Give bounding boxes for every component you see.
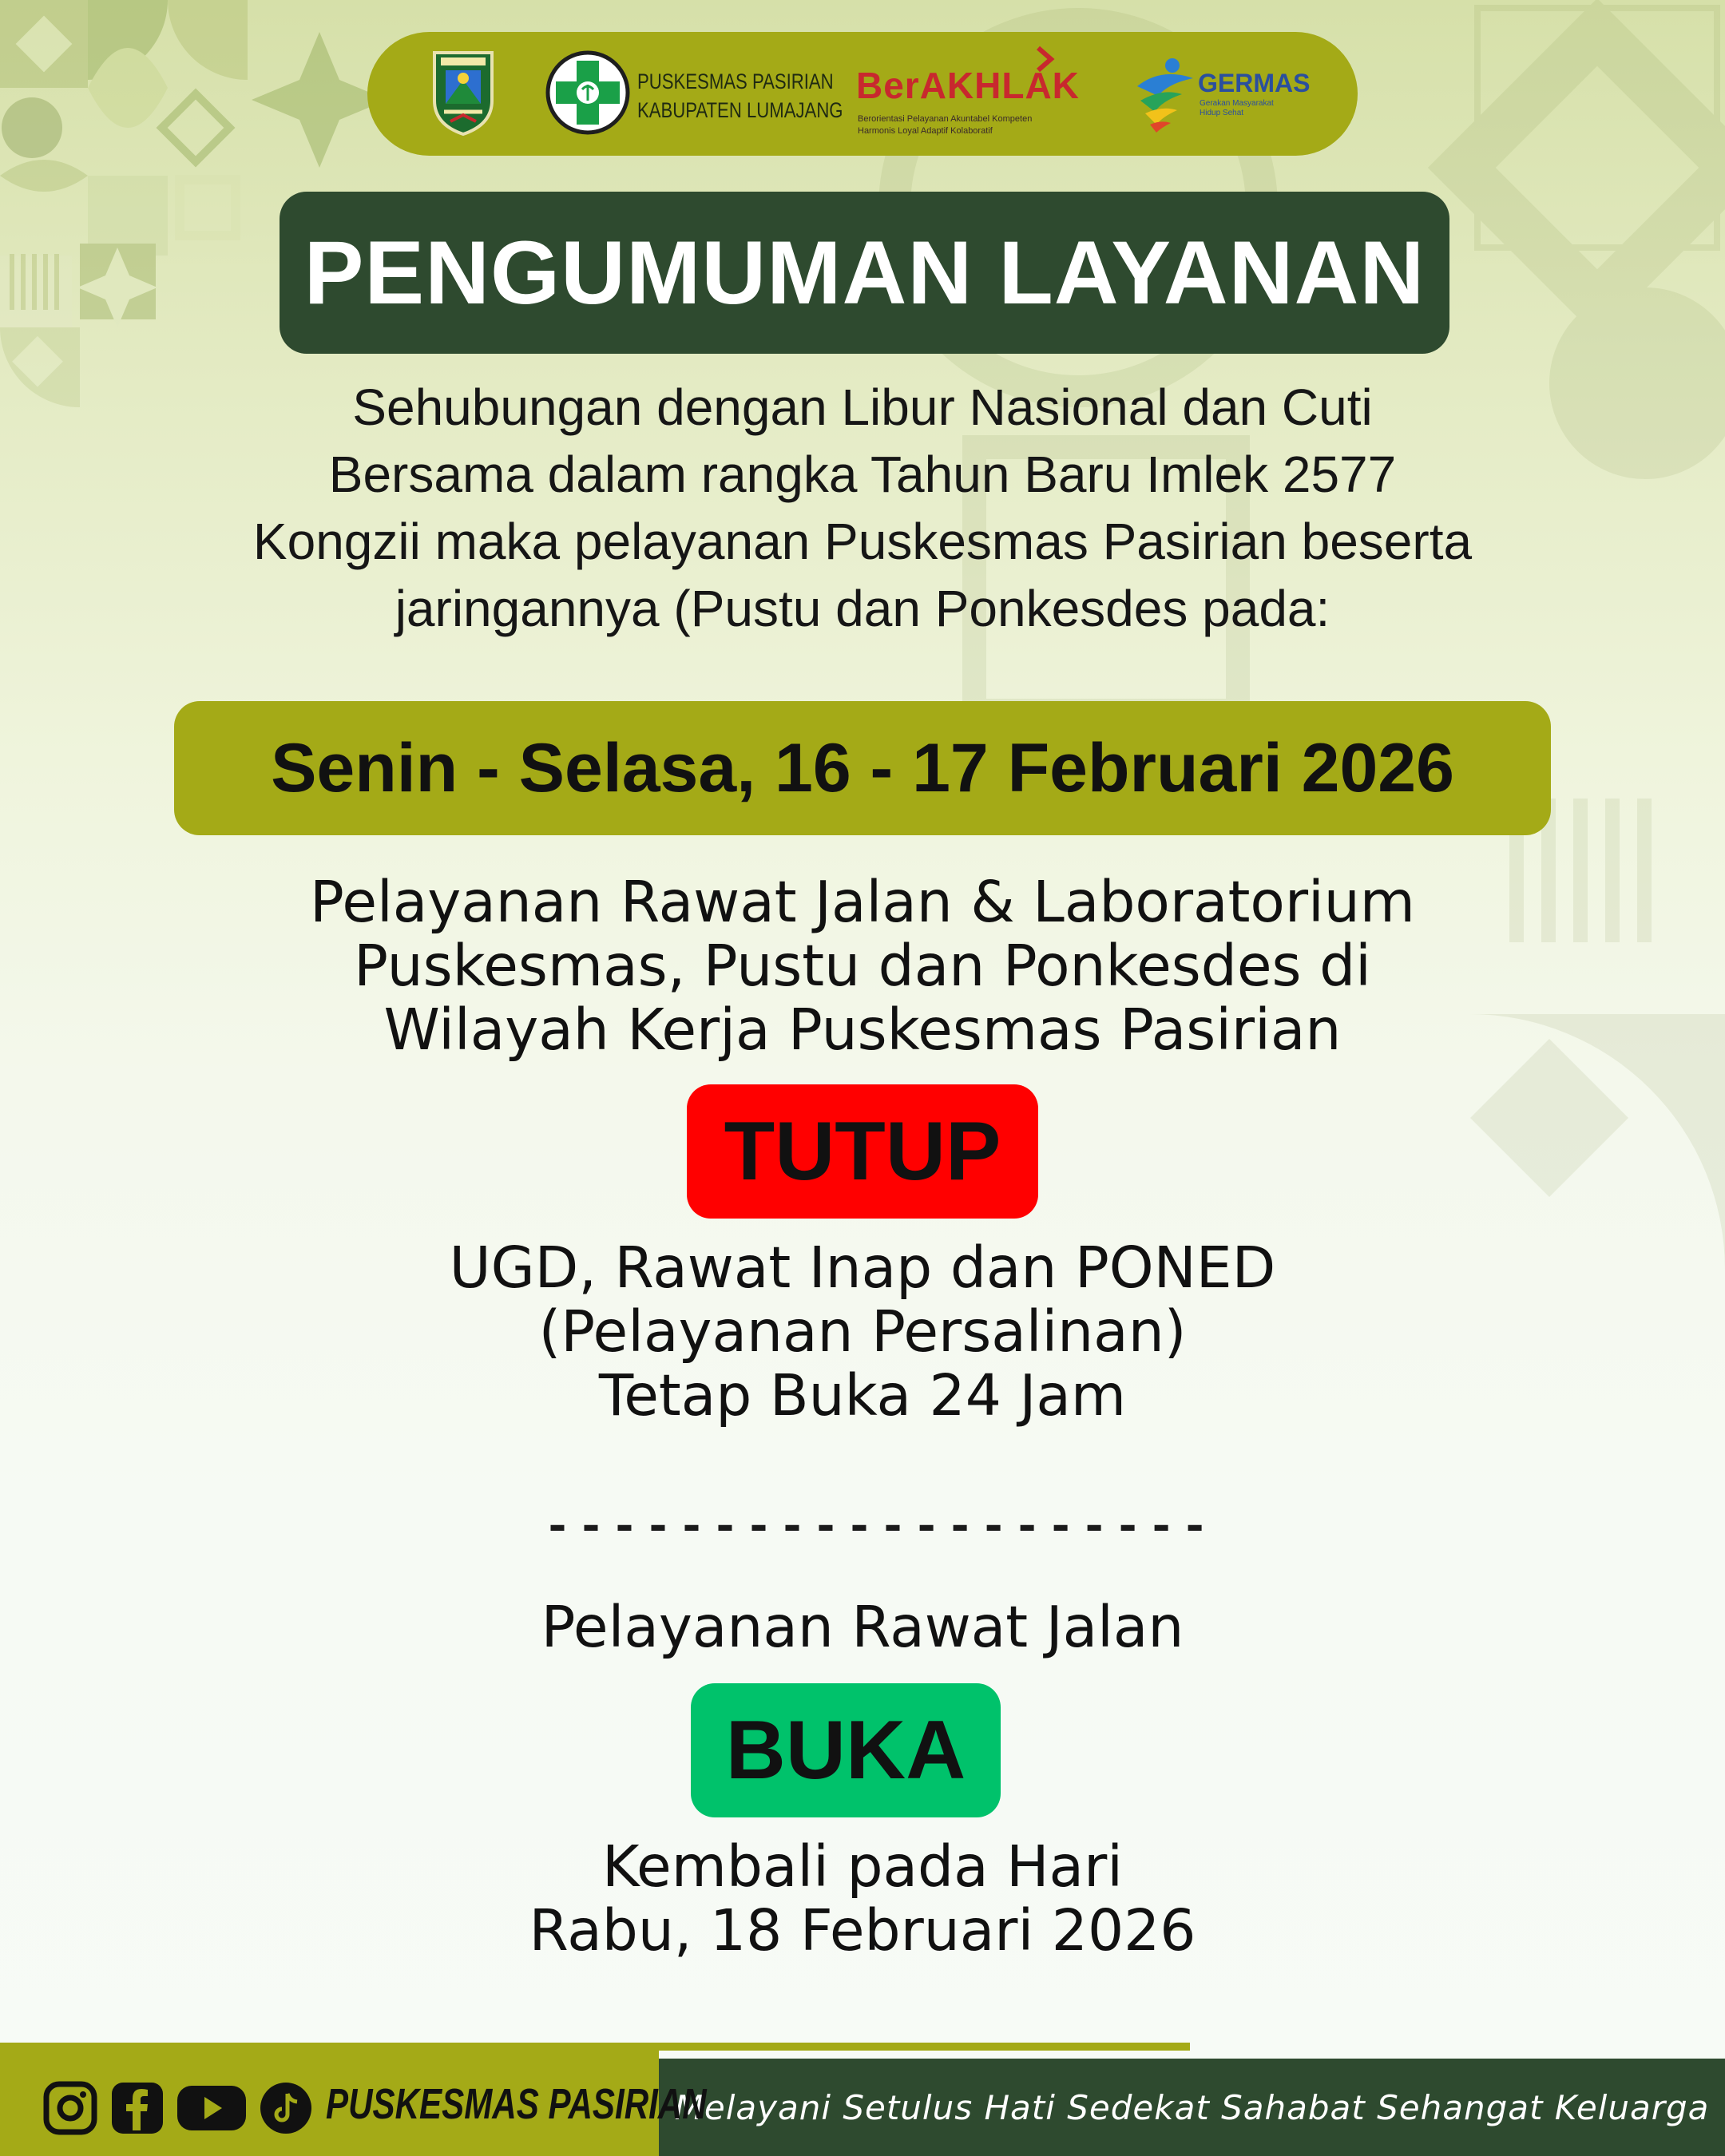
closed-services-line: Pelayanan Rawat Jalan & Laboratorium (310, 869, 1415, 935)
intro-paragraph (128, 374, 1597, 642)
closed-services-text (128, 870, 1597, 1062)
puskesmas-name-line1: PUSKESMAS PASIRIAN (637, 69, 834, 93)
germas-logo-text: GERMAS (1198, 69, 1311, 97)
closed-services-line: Wilayah Kerja Puskesmas Pasirian (383, 997, 1342, 1063)
reopen-date-text (128, 1835, 1597, 1963)
instagram-icon[interactable] (43, 2081, 97, 2135)
facebook-icon[interactable] (110, 2081, 165, 2135)
puskesmas-logo-icon (545, 50, 631, 140)
reopen-service-line: Pelayanan Rawat Jalan (541, 1594, 1184, 1660)
intro-line: Bersama dalam rangka Tahun Baru Imlek 2577 (328, 446, 1397, 503)
berakhlak-logo-text: BerAKHLAK (856, 65, 1080, 106)
intro-line: Kongzii maka pelayanan Puskesmas Pasirian beserta (252, 513, 1473, 570)
youtube-icon[interactable] (176, 2081, 248, 2135)
open-24h-line: UGD, Rawat Inap dan PONED (449, 1235, 1276, 1301)
open-24h-line: Tetap Buka 24 Jam (598, 1362, 1127, 1429)
intro-line: jaringannya (Pustu dan Ponkesdes pada: (395, 580, 1330, 637)
puskesmas-name (637, 67, 843, 125)
berakhlak-tagline: Berorientasi Pelayanan Akuntabel Kompeten Harmonis Loyal Adaptif Kolaboratif (858, 114, 1033, 136)
germas-logo-icon (1132, 54, 1196, 134)
tiktok-icon[interactable] (259, 2081, 313, 2135)
section-divider: -------------------- (543, 1501, 1215, 1556)
logo-bar (367, 32, 1358, 156)
open-badge: BUKA (691, 1683, 1001, 1817)
berakhlak-chevron-icon (1033, 45, 1057, 73)
closed-services-line: Puskesmas, Pustu dan Ponkesdes di (354, 933, 1371, 999)
reopen-service-text (128, 1595, 1597, 1659)
kabupaten-lumajang-crest-icon (430, 48, 497, 141)
announcement-title: PENGUMUMAN LAYANAN (280, 192, 1449, 354)
puskesmas-name-line2: KABUPATEN LUMAJANG (637, 98, 843, 122)
date-banner: Senin - Selasa, 16 - 17 Februari 2026 (174, 701, 1551, 835)
germas-tagline: Gerakan Masyarakat Hidup Sehat (1200, 99, 1274, 117)
open-24h-text (128, 1236, 1597, 1428)
intro-line: Sehubungan dengan Libur Nasional dan Cuti (352, 378, 1373, 436)
reopen-line: Rabu, 18 Februari 2026 (529, 1897, 1196, 1964)
reopen-line: Kembali pada Hari (601, 1833, 1123, 1900)
footer-accent-line (0, 2043, 1190, 2051)
closed-badge: TUTUP (687, 1084, 1038, 1219)
open-24h-line: (Pelayanan Persalinan) (538, 1298, 1187, 1365)
footer-account-name: PUSKESMAS PASIRIAN (326, 2080, 707, 2128)
footer-slogan: Melayani Setulus Hati Sedekat Sahabat Sehangat Keluarga (659, 2059, 1725, 2156)
